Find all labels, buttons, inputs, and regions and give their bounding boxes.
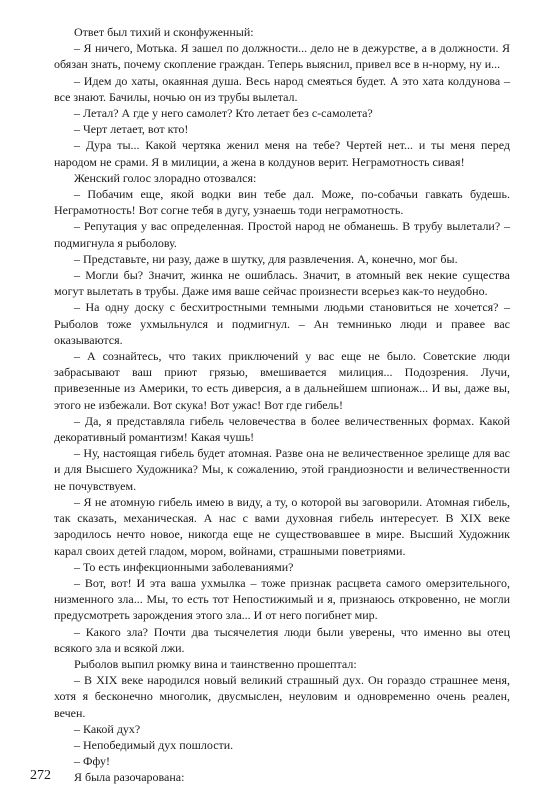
paragraph: – В XIX веке народился новый великий страшный дух. Он гораздо страшнее меня, хотя я бесконечно многолик, двусмыслен, неуловим и одновременно очень реален, вечен. — [54, 673, 510, 720]
paragraph: – Представьте, ни разу, даже в шутку, для развлечения. А, конечно, мог бы. — [74, 251, 458, 266]
book-page-text — [54, 24, 510, 786]
paragraph: – Ну, настоящая гибель будет атомная. Разве она не величественное зрелище для вас и для Высшего Художника? Мы, к сожалению, этой грандиозности и величественности не почувствуем. — [54, 446, 510, 493]
paragraph: – Побачим еще, якой водки вин тебе дал. Може, по-собачьи гавкать будешь. Неграмотность! Вот согне тебя в дугу, узнаешь тоди неграмотность. — [54, 187, 510, 218]
paragraph: – Идем до хаты, окаянная душа. Весь народ смеяться будет. А это хата колдунова – все знают. Бачилы, ночью он из трубы вылетал. — [54, 73, 510, 104]
paragraph: – Я ничего, Мотька. Я зашел по должности... дело не в дежурстве, а в должности. Я обязан знать, почему скопление граждан. Теперь выяснил, привел все в н-норму, ну и... — [54, 41, 510, 72]
paragraph: Женский голос злорадно отозвался: — [74, 170, 257, 185]
paragraph: – Черт летает, вот кто! — [74, 122, 189, 137]
paragraph: – То есть инфекционными заболеваниями? — [74, 559, 294, 574]
paragraph: – Какого зла? Почти два тысячелетия люди были уверены, что именно вы отец всякого зла и всякой лжи. — [54, 624, 510, 655]
paragraph: Ответ был тихий и сконфуженный: — [74, 25, 254, 39]
paragraph: Рыболов выпил рюмку вина и таинственно прошептал: — [74, 656, 357, 671]
paragraph: – Непобедимый дух пошлости. — [74, 737, 234, 752]
paragraph: – Репутация у вас определенная. Простой народ не обманешь. В трубу вылетали? – подмигнула я рыболову. — [54, 219, 510, 250]
paragraph: – Летал? А где у него самолет? Кто летает без с-самолета? — [74, 106, 373, 121]
paragraph: – На одну доску с бесхитростными темными людьми становиться не хочется? – Рыболов тоже ухмыльнулся и подмигнул. – Ан темнинько люди и правее вас оказываются. — [54, 300, 510, 347]
paragraph: – Вот, вот! И эта ваша ухмылка – тоже признак расцвета самого омерзительного, низменного зла... Мы, то есть тот Непостижимый и я, признаюсь откровенно, не могли предусмотреть зарождения этого зла... И от него погибнет мир. — [54, 575, 510, 623]
paragraph: – Да, я представляла гибель человечества в более величественных формах. Какой декоративный романтизм! Какая чушь! — [54, 413, 510, 445]
paragraph: – Ффу! — [74, 754, 110, 769]
paragraph: Я была разочарована: — [74, 770, 185, 785]
page-number: 272 — [30, 768, 51, 783]
paragraph: – Дура ты... Какой чертяка женил меня на тебе? Чертей нет... и ты меня перед народом не срами. Я в милиции, а жена в колдунов верит. Неграмотность сивая! — [54, 138, 510, 169]
paragraph: – Какой дух? — [74, 721, 141, 736]
paragraph: – Могли бы? Значит, жинка не ошиблась. Значит, в атомный век некие существа могут вылетать в трубы. Даже имя ваше сейчас произнести всерьез как-то неудобно. — [54, 268, 510, 299]
paragraph: – Я не атомную гибель имею в виду, а ту, о которой вы заговорили. Атомная гибель, так сказать, механическая. А нас с вами духовная гибель интересует. В XIX веке зародилось нечто новое, никогда еще не существовавшее в мире. Высший Художник карал своих детей гладом, мором, войнами, страшными поветриями. — [54, 494, 510, 558]
paragraph: – А сознайтесь, что таких приключений у вас еще не было. Советские люди забрасывают ваш приют грязью, вмешивается милиция... Подозрения. Лучи, привезенные из Америки, то есть диверсия, а в дальнейшем шпионаж... И вы, даже вы, этого не избежали. Вот скука! Вот ужас! Вот где гибель! — [54, 349, 510, 412]
